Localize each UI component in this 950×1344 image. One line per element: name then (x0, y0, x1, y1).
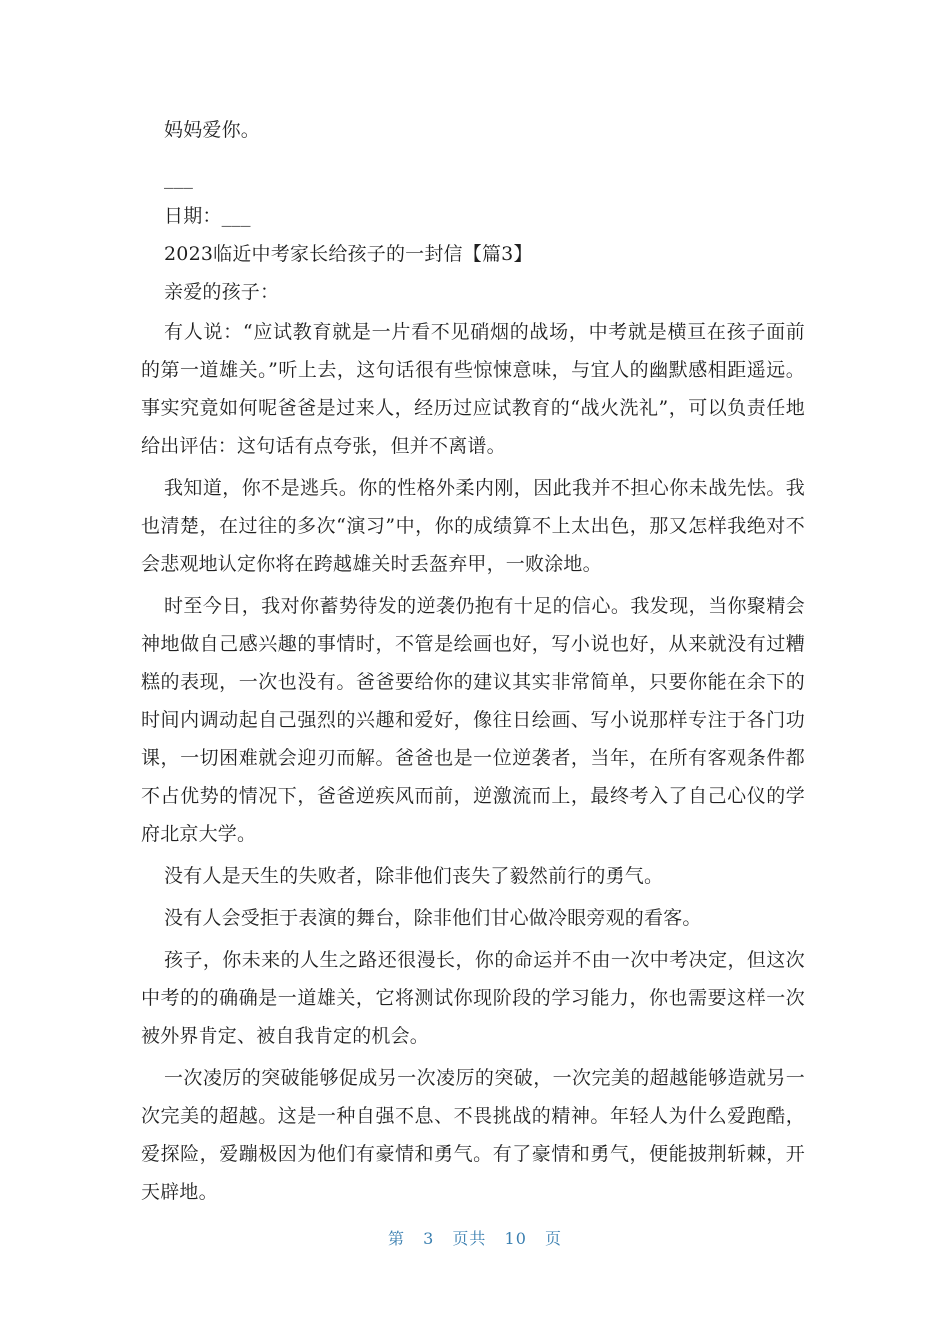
paragraph: 有人说：“应试教育就是一片看不见硝烟的战场，中考就是横亘在孩子面前的第一道雄关。”听上去，这句话很有些惊悚意味，与宜人的幽默感相距遥远。事实究竟如何呢爸爸是过来人，经历过应试教育的“战火洗礼”，可以负责任地给出评估：这句话有点夸张，但并不离谱。 (141, 321, 805, 457)
page-footer (0, 1226, 950, 1249)
paragraph: 没有人会受拒于表演的舞台，除非他们甘心做冷眼旁观的看客。 (164, 907, 702, 929)
salutation: 亲爱的孩子： (164, 281, 280, 303)
page-label-suffix: 页 (544, 1229, 562, 1248)
page-label-mid: 页共 (452, 1229, 487, 1248)
paragraph: 时至今日，我对你蓄势待发的逆袭仍抱有十足的信心。我发现，当你聚精会神地做自己感兴趣的事情时，不管是绘画也好，写小说也好，从来就没有过糟糕的表现，一次也没有。爸爸要给你的建议其实非常简单，只要你能在余下的时间内调动起自己强烈的兴趣和爱好，像往日绘画、写小说那样专注于各门功课，一切困难就会迎刃而解。爸爸也是一位逆袭者，当年，在所有客观条件都不占优势的情况下，爸爸逆疾风而前，逆激流而上，最终考入了自己心仪的学府北京大学。 (141, 595, 805, 845)
letter-heading: 2023临近中考家长给孩子的一封信【篇3】 (164, 243, 533, 265)
paragraph: 一次凌厉的突破能够促成另一次凌厉的突破，一次完美的超越能够造就另一次完美的超越。这是一种自强不息、不畏挑战的精神。年轻人为什么爱跑酷，爱探险，爱蹦极因为他们有豪情和勇气。有了豪情和勇气，便能披荆斩棘，开天辟地。 (141, 1067, 805, 1203)
date-line: 日期：___ (164, 205, 251, 227)
closing-line: 妈妈爱你。 (164, 119, 261, 141)
paragraph: 孩子，你未来的人生之路还很漫长，你的命运并不由一次中考决定，但这次中考的的确确是一道雄关，它将测试你现阶段的学习能力，你也需要这样一次被外界肯定、被自我肯定的机会。 (141, 949, 805, 1047)
signature-blank: ___ (164, 167, 194, 189)
total-pages-number: 10 (504, 1229, 527, 1248)
document-body (141, 111, 805, 1211)
current-page-number: 3 (423, 1229, 435, 1248)
paragraph: 我知道，你不是逃兵。你的性格外柔内刚，因此我并不担心你未战先怯。我也清楚，在过往的多次“演习”中，你的成绩算不上太出色，那又怎样我绝对不会悲观地认定你将在跨越雄关时丢盔弃甲，一败涂地。 (141, 477, 805, 575)
page-label-prefix: 第 (388, 1229, 406, 1248)
paragraph: 没有人是天生的失败者，除非他们丧失了毅然前行的勇气。 (164, 865, 664, 887)
